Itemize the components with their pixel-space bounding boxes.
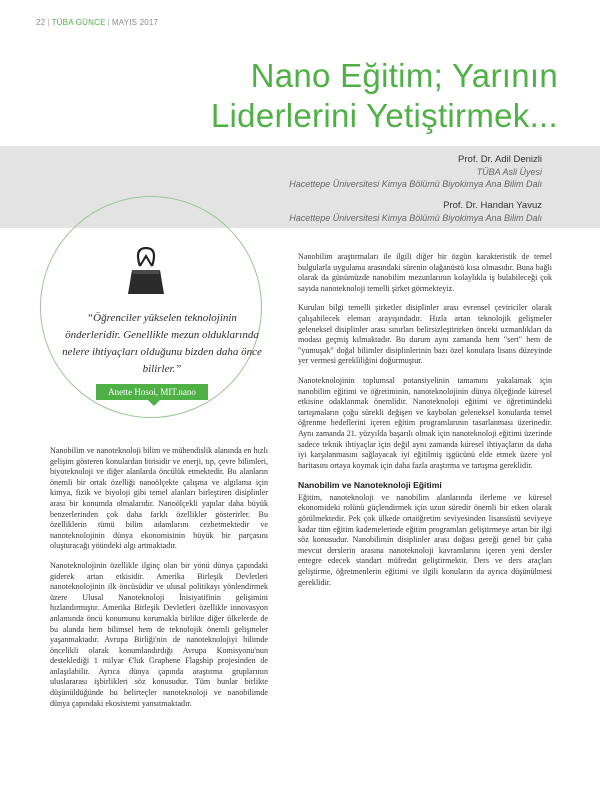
issue-date: MAYIS 2017 — [111, 18, 159, 27]
author-1-affiliation: Hacettepe Üniversitesi Kimya Bölümü Biyokimya Ana Bilim Dalı — [289, 179, 542, 189]
page-header: 22 | TÜBA GÜNCE | MAYIS 2017 — [36, 18, 159, 27]
quote-tag-pointer — [148, 400, 160, 406]
quote-attribution: Anette Hosoi, MIT.nano — [96, 384, 208, 400]
author-2-name: Prof. Dr. Handan Yavuz — [443, 200, 542, 211]
title-line-1: Nano Eğitim; Yarının — [250, 57, 558, 94]
author-1-role: TÜBA Asli Üyesi — [476, 167, 542, 177]
paragraph: Nanobilim ve nanoteknoloji bilim ve mühendislik alanında en hızlı gelişim gösteren konulardan birisidir ve enerji, tıp, çevre bilimleri, biyoteknoloji ve diğer alanlarda öncülük etmektedir. Bu alanların önemli bir ortak özelliği nanoölçekte çalışma ve algılama için kimya, fizik ve biyoloji gibi temel alanları birleştiren disiplinler arası bir konumda olmalarıdır. Nanoölçekli yapılar daha büyük benzerlerinden çok daha farklı özellikler gösterirler. Bu özelliklerin tümü bilim adamlarını cezbetmektedir ve nanoteknolojinin dünya ekonomisinin büyük bir parçasını oluşturacağı yöündeki algı artmaktadır. — [50, 446, 268, 551]
author-1 — [289, 154, 542, 190]
pull-quote: “Öğrenciler yükselen teknolojinin önderleridir. Genellikle mezun olduklarında nelere ihtiyaçları olduğunu bizden daha önce bilirler.” — [62, 312, 262, 375]
paragraph: Nanoteknolojinin toplumsal potansiyelinin tamamını yakalamak için nanobilim eğitimi ve öğretiminin, nanoteknolojinin dünya ölçeğinde küresel etkisine odaklanmak önemlidir. Nanoteknoloji eğitimi ve öğretimindeki tartışmaların çoğu sürekli değişen ve kaybolan geleneksel konularda temel öğrenme hedeflerini içeren eğitim programlarının tasarlanması üzerinedir. Aynı zamanda 21. yüzyılda başarılı olmak için nanoteknoloji eğitimi üzerinde sadece teknik ihtiyaçlar için değil aynı zamanda küresel ihtiyaçların da daha iyi karşılanmasını sağlayacak iyi eğitilmiş işgücünü elde etmek üzere yol haritasını ortaya koymak için daha fazla araştırma ve tartışma gereklidir. — [298, 375, 552, 470]
page-number: 22 — [36, 18, 46, 27]
paragraph: Nanoteknolojinin özellikle ilginç olan bir yönü dünya çapındaki giderek artan etkisidir. Amerika Birleşik Devletleri nanoteknolojinin ilk öncüsüdür ve ulusal politikayı yönlendirmek üzere Ulusal Nanoteknoloji İnisiyatifinin gelişimini hızlandırmıştır. Amerika Birleşik Devletleri özellikle innovasyon anlamında öncü konumunu korumakla birlikte diğer ülkelerde de bu alanda hem bilimsel hem de teknolojik önemli gelişmeler yaşanmaktadır. Avrupa Birliği'nin de nanoteknolojiyi bilimde öncelikli olarak konumlandırdığı Avrupa Komisyonu'nun desteklediği 1 milyar €'luk Graphene Flagship projesinden de anlaşılabilir. Ayrıca dünya çapında araştırma gruplarının uluslararası işbirlikleri söz konusudur. Tüm bunlar birlikte düşünüldüğünde bu belirteçler nanoteknoloji ve nanobilimde dünya çapındaki ekosistemi yansıtmaktadır. — [50, 560, 268, 708]
paragraph: Kurulan bilgi temelli şirketler disiplinler arası evrensel çeviriciler olarak çalışabilecek eleman arayışındadır. Hızla artan teknolojik gelişmeler geleneksel disiplinler arası sınırları belirsizleştirirken önceki uzmanlıkları da modası geçmiş kılmaktadır. Bu durum aynı zamanda hem "sert" hem de "yumuşak" doğal bilimler disiplinlerinin bazı özel konulara lisans düzeyinde yer vermesi gerekliliğini doğurmuştur. — [298, 303, 552, 366]
title-line-2: Liderlerini Yetiştirmek... — [210, 97, 558, 134]
author-2-affiliation: Hacettepe Üniversitesi Kimya Bölümü Biyokimya Ana Bilim Dalı — [289, 213, 542, 223]
binder-clip-icon — [126, 244, 166, 300]
article-title — [138, 56, 558, 136]
body-column-right — [298, 252, 552, 597]
section-heading: Nanobilim ve Nanoteknoloji Eğitimi — [298, 480, 442, 491]
paragraph: Nanobilim araştırmaları ile ilgili diğer bir özgün karakteristik de temel bulgularla uygulama arasındaki sürenin olağanüstü kısa olmasıdır. Buna bağlı olarak da günümüzde nanobilim mezunlarının kolaylıkla iş bulabileceği çok sayıda nanoteknoloji temelli şirket görmekteyiz. — [298, 252, 552, 293]
author-1-name: Prof. Dr. Adil Denizli — [458, 154, 542, 165]
paragraph: Eğitim, nanoteknoloji ve nanobilim alanlarında ilerleme ve küresel ekonomideki rolünü güçlendirmek için uzun süredir önemli bir etken olarak görülmektedir. Pek çok ülkede ortaöğretim seviyesinden lisansüstü seviyeye kadar tüm eğitim kademelerinde eğitim programları geliştirmeye artan bir ilgi söz konusudur. Nanobilimin disiplinler arası doğası gereği genel bir çaba mevcut derslerin arasına nanoteknoloji kavramlarını içeren yeni dersler entegre edecek standart müfredat geliştirmektir. Ders ve ders araçları geliştirme, öğretmenlerin eğitimi ve ilgili konuların da ayrıca düşünülmesi gereklidir. — [298, 492, 552, 587]
body-column-left — [50, 446, 268, 718]
magazine-name: TÜBA GÜNCE — [51, 18, 106, 27]
author-2 — [289, 200, 542, 224]
